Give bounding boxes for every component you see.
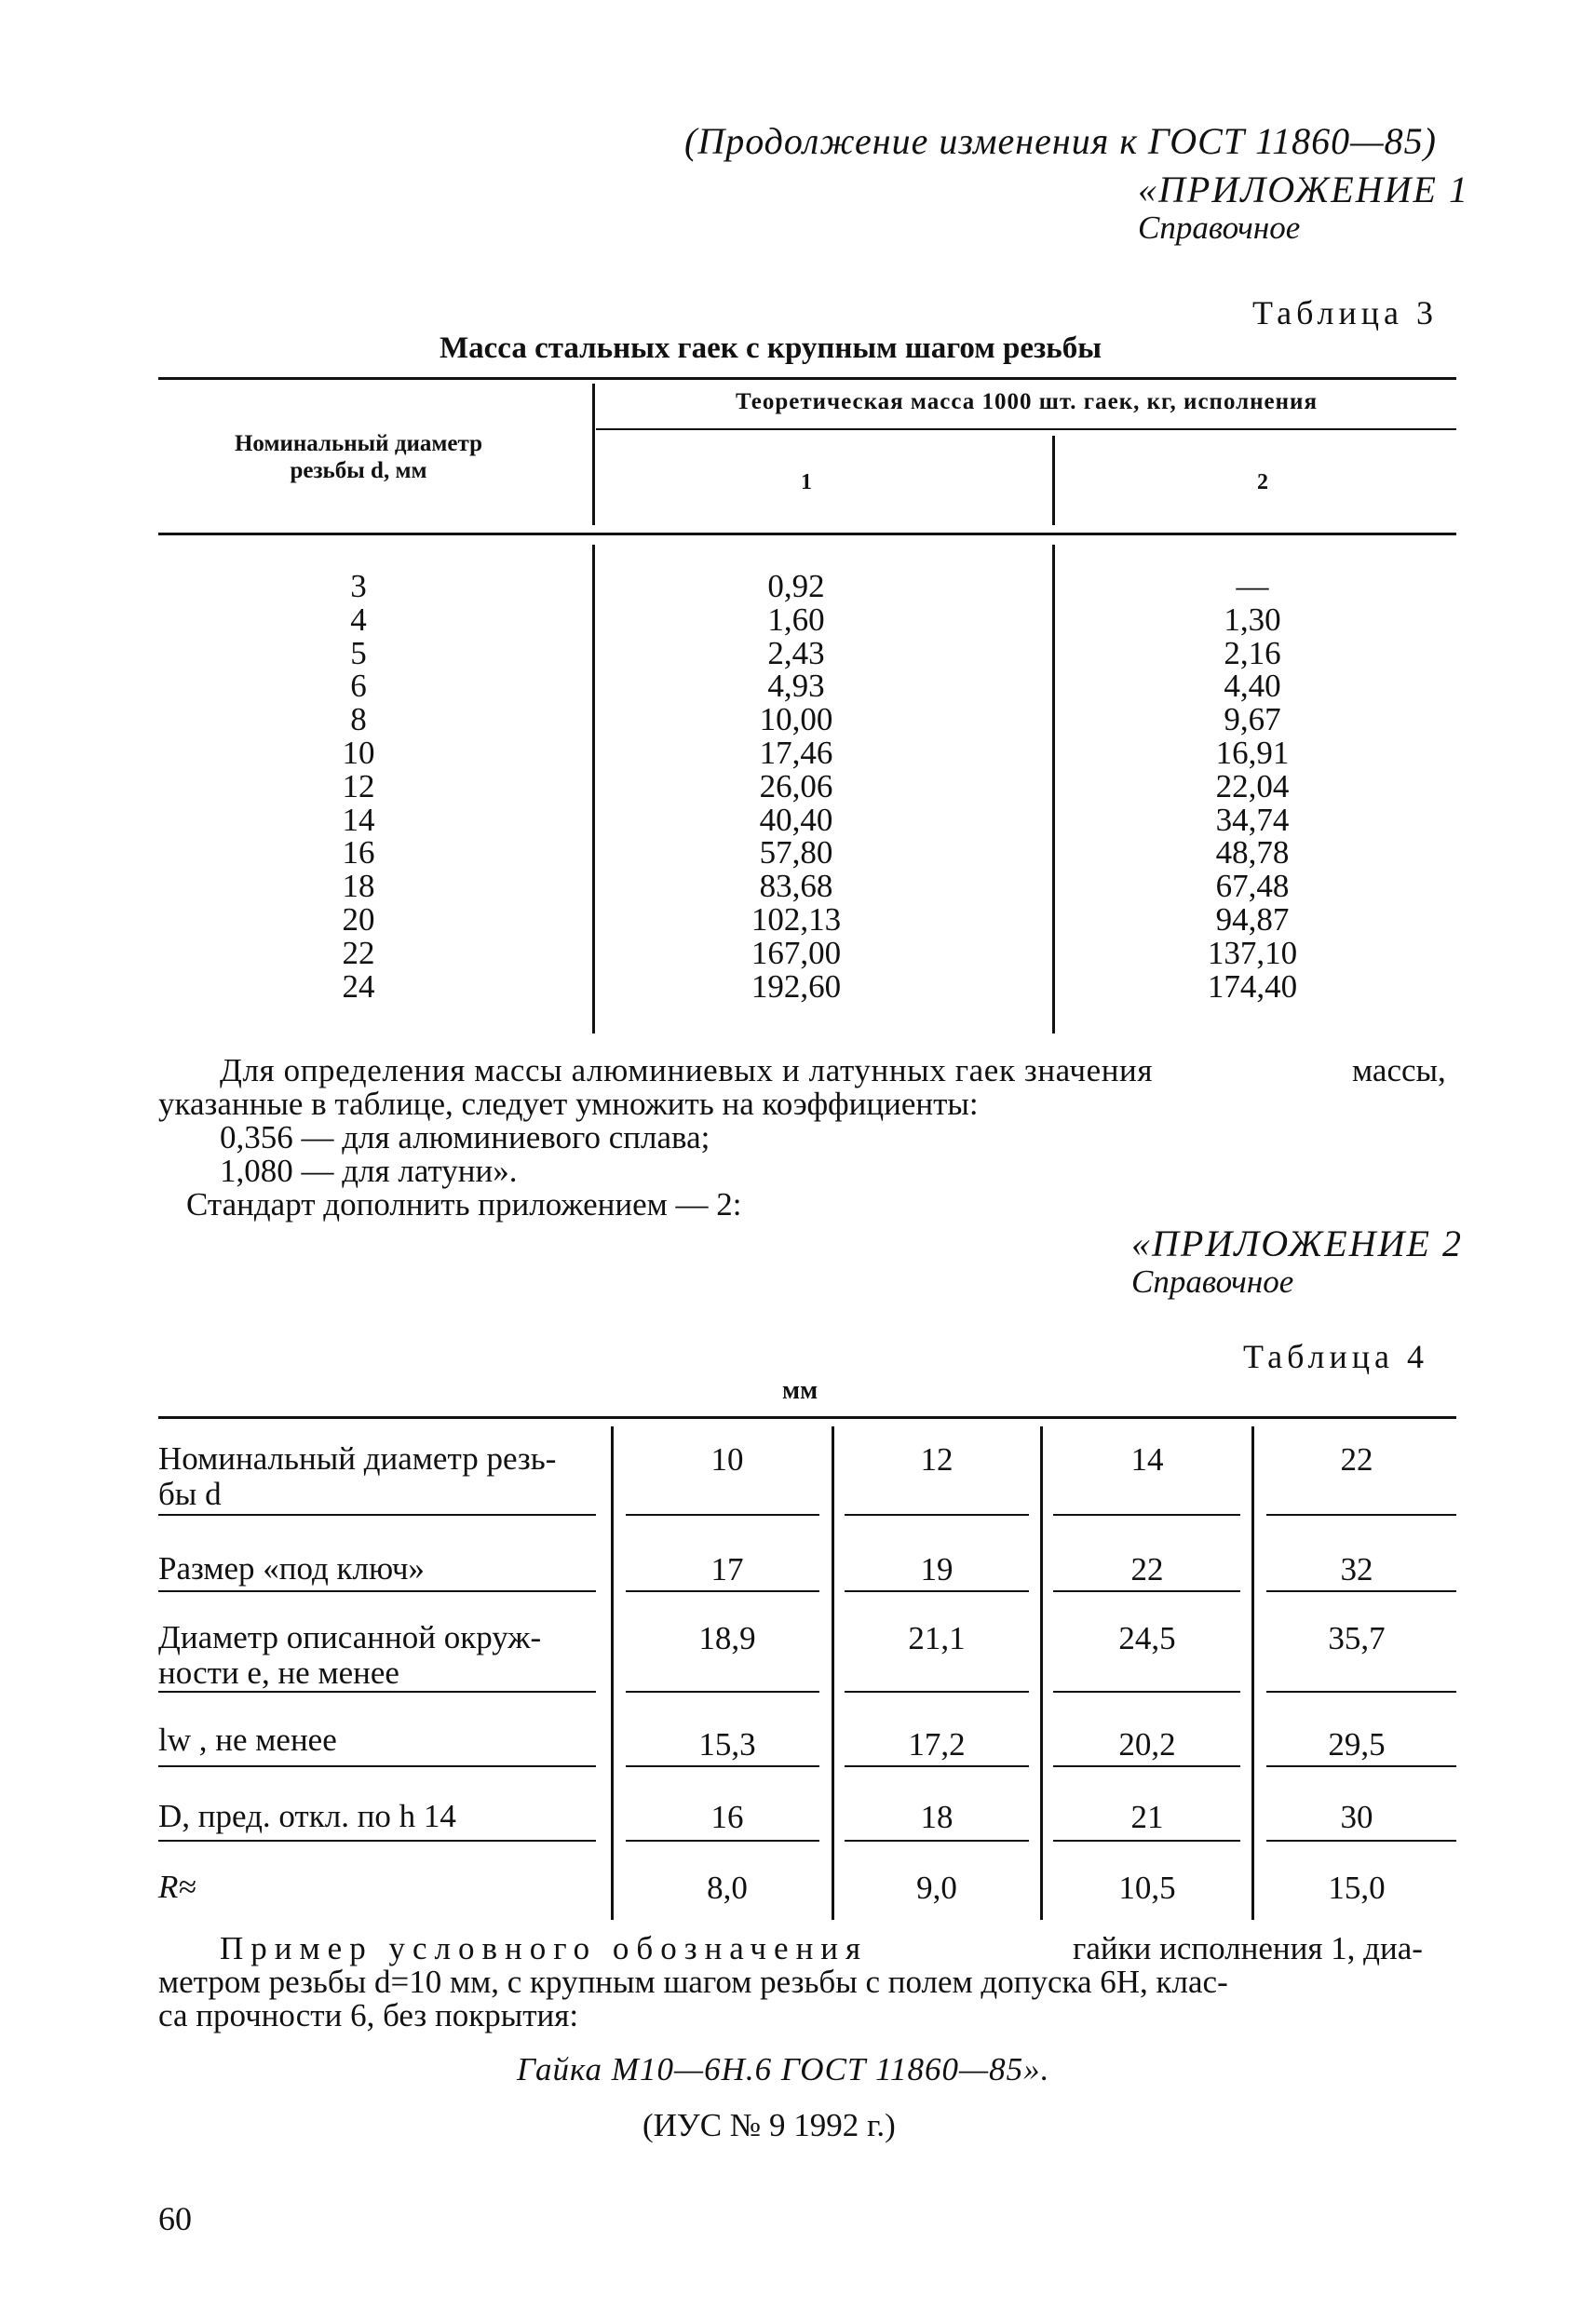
table4-row-rule [845, 1765, 1029, 1767]
table3-top-rule [158, 377, 1456, 380]
table4-row-label: lw , не менее [158, 1722, 337, 1758]
table3-mass1-cell: 192,60 [751, 967, 842, 1005]
table4-row-label: Диаметр описанной окруж- [158, 1619, 542, 1655]
table3-diameter-cell: 12 [342, 767, 375, 804]
table3-mass1-cell: 10,00 [759, 701, 833, 738]
table3-mass1-cell: 83,68 [759, 868, 833, 905]
table4-value-cell: 30 [1340, 1799, 1373, 1835]
table4-divider-3 [1040, 1426, 1043, 1920]
table4-row-rule [158, 1514, 596, 1516]
table4-row-rule [1053, 1691, 1240, 1693]
table4-value-cell: 22 [1340, 1441, 1373, 1478]
table3-diameter-cell: 10 [342, 735, 375, 771]
table4-value-cell: 24,5 [1118, 1620, 1176, 1656]
table3-diameter-cell: 5 [350, 634, 367, 671]
table4-value-cell: 8,0 [707, 1870, 748, 1906]
table4-row-rule [158, 1691, 596, 1693]
table4-value-cell: 18 [920, 1799, 954, 1835]
table4-value-cell: 22 [1130, 1551, 1164, 1587]
table3-mass2-cell: 22,04 [1215, 767, 1290, 804]
table4-row-rule [626, 1765, 819, 1767]
table4-value-cell: 35,7 [1328, 1620, 1386, 1656]
table4-value-cell: 15,3 [698, 1726, 756, 1763]
table4-value-cell: 9,0 [916, 1870, 957, 1906]
table4-top-rule [158, 1416, 1456, 1419]
table4-row-rule [158, 1765, 596, 1767]
table4-row-label: Размер «под ключ» [158, 1550, 425, 1587]
table4-value-cell: 18,9 [698, 1620, 756, 1656]
table4-divider-1 [611, 1426, 614, 1920]
table4-row-label: Номинальный диаметр резь- [158, 1440, 557, 1477]
table4-row-rule [158, 1840, 596, 1842]
note-line-4: 1,080 — для латуни». [220, 1153, 518, 1189]
table4-value-cell: 14 [1130, 1441, 1164, 1478]
table3-mass1-cell: 167,00 [751, 934, 842, 971]
table3-mass1-cell: 40,40 [759, 801, 833, 838]
table4-value-cell: 12 [920, 1441, 954, 1478]
table3-mass2-cell: 4,40 [1224, 668, 1281, 705]
table3-divider-a [592, 384, 595, 525]
table4-row-rule [1053, 1590, 1240, 1592]
table3-diameter-cell: 20 [342, 901, 375, 938]
table3-mass2-cell: 94,87 [1215, 901, 1290, 938]
table4-row-rule [158, 1590, 596, 1592]
table4-row-rule [626, 1840, 819, 1842]
appendix1-subtitle: Справочное [1138, 209, 1301, 246]
table3-divider-b-body [1052, 545, 1055, 1033]
table3-diameter-cell: 22 [342, 934, 375, 971]
note-line-5: Стандарт дополнить приложением — 2: [186, 1186, 742, 1223]
table4-row-label-cont: бы d [158, 1476, 222, 1512]
table3-diameter-cell: 24 [342, 967, 375, 1005]
table4-value-cell: 21 [1130, 1799, 1164, 1835]
table3-mass1-cell: 26,06 [759, 767, 833, 804]
table3-mass1-cell: 4,93 [767, 668, 825, 705]
table4-value-cell: 17 [710, 1551, 744, 1587]
table3-diameter-cell: 16 [342, 834, 375, 871]
table4-value-cell: 20,2 [1118, 1726, 1176, 1763]
table4-row-rule [1053, 1840, 1240, 1842]
example-line-3: са прочности 6, без покрытия: [158, 1997, 579, 2033]
table4-label: Таблица 4 [1243, 1338, 1428, 1375]
table3-mass2-cell: 48,78 [1215, 834, 1290, 871]
table3-mass1-cell: 102,13 [751, 901, 842, 938]
table4-divider-2 [832, 1426, 834, 1920]
table3-mass2-cell: 137,10 [1207, 934, 1298, 971]
table3-mass2-cell: 1,30 [1224, 601, 1281, 638]
table3-diameter-cell: 8 [350, 701, 367, 738]
table3-mass2-cell: 34,74 [1215, 801, 1290, 838]
table3-mass1-cell: 2,43 [767, 634, 825, 671]
table4-row-rule [845, 1691, 1029, 1693]
table4-row-rule [1266, 1514, 1456, 1516]
table3-subheader-rule [596, 428, 1456, 430]
table4-value-cell: 19 [920, 1551, 954, 1587]
table3-diameter-cell: 14 [342, 801, 375, 838]
note-line-3: 0,356 — для алюминиевого сплава; [220, 1119, 710, 1155]
table3-title: Масса стальных гаек с крупным шагом резьбы [440, 331, 1102, 365]
table4-value-cell: 16 [710, 1799, 744, 1835]
table3-diameter-cell: 4 [350, 601, 367, 638]
ius-reference: (ИУС № 9 1992 г.) [642, 2107, 896, 2143]
table3-mass2-cell: 16,91 [1215, 735, 1290, 771]
table4-value-cell: 15,0 [1328, 1870, 1386, 1906]
table3-mass2-cell: 9,67 [1224, 701, 1281, 738]
table4-divider-4 [1251, 1426, 1254, 1920]
table4-row-rule [1053, 1514, 1240, 1516]
table4-row-label-cont: ности e, не менее [158, 1655, 399, 1691]
table3-divider-a-body [592, 545, 595, 1033]
page-number: 60 [158, 2200, 192, 2237]
table4-row-rule [1053, 1765, 1240, 1767]
appendix1-title: «ПРИЛОЖЕНИЕ 1 [1138, 169, 1469, 210]
table4-row-rule [1266, 1840, 1456, 1842]
table4-value-cell: 32 [1340, 1551, 1373, 1587]
table3-mass2-cell: 67,48 [1215, 868, 1290, 905]
example-line-1a: Пример условного обозначения [220, 1930, 869, 1966]
table3-header-diameter: Номинальный диаметр резьбы d, мм [234, 431, 482, 483]
table3-mass2-cell: 174,40 [1207, 967, 1298, 1005]
note-line-2: указанные в таблице, следует умножить на коэффициенты: [158, 1086, 979, 1122]
table4-row-label: R≈ [158, 1869, 196, 1905]
table3-diameter-cell: 3 [350, 568, 367, 604]
table4-row-rule [1266, 1691, 1456, 1693]
table4-row-rule [845, 1514, 1029, 1516]
table3-header-exec2: 2 [1257, 470, 1268, 494]
table3-header-bottom-rule [158, 533, 1456, 535]
table3-mass1-cell: 1,60 [767, 601, 825, 638]
example-line-2: метром резьбы d=10 мм, с крупным шагом резьбы с полем допуска 6Н, клас- [158, 1964, 1228, 2000]
table3-mass1-cell: 57,80 [759, 834, 833, 871]
table4-value-cell: 10 [710, 1441, 744, 1478]
table3-mass2-cell: 2,16 [1224, 634, 1281, 671]
table4-row-rule [626, 1691, 819, 1693]
table4-row-label: D, пред. откл. по h 14 [158, 1798, 456, 1834]
table4-row-rule [1266, 1590, 1456, 1592]
appendix2-title: «ПРИЛОЖЕНИЕ 2 [1131, 1223, 1463, 1264]
continuation-header: (Продолжение изменения к ГОСТ 11860—85) [684, 120, 1437, 162]
table3-mass1-cell: 0,92 [767, 568, 825, 604]
table3-diameter-cell: 6 [350, 668, 367, 705]
table4-value-cell: 21,1 [908, 1620, 966, 1656]
table4-units: мм [782, 1376, 818, 1405]
table4-value-cell: 29,5 [1328, 1726, 1386, 1763]
note-line-1a: Для определения массы алюминиевых и латунных гаек значения [220, 1052, 1154, 1088]
note-line-1b: массы, [1352, 1052, 1446, 1088]
table3-divider-b [1052, 436, 1055, 525]
table4-row-rule [1266, 1765, 1456, 1767]
example-line-1b: гайки исполнения 1, диа- [1073, 1930, 1423, 1966]
appendix2-subtitle: Справочное [1131, 1263, 1294, 1300]
example-designation: Гайка М10—6Н.6 ГОСТ 11860—85». [517, 2051, 1050, 2087]
table3-diameter-cell: 18 [342, 868, 375, 905]
table3-header-exec1: 1 [801, 470, 812, 494]
table4-row-rule [626, 1590, 819, 1592]
table3-header-mass: Теоретическая масса 1000 шт. гаек, кг, исполнения [736, 389, 1318, 414]
table3-label: Таблица 3 [1252, 294, 1438, 331]
table4-row-rule [845, 1590, 1029, 1592]
table4-row-rule [845, 1840, 1029, 1842]
table4-value-cell: 10,5 [1118, 1870, 1176, 1906]
table3-mass2-cell: — [1236, 568, 1269, 604]
table4-row-rule [626, 1514, 819, 1516]
table4-value-cell: 17,2 [908, 1726, 966, 1763]
table3-mass1-cell: 17,46 [759, 735, 833, 771]
